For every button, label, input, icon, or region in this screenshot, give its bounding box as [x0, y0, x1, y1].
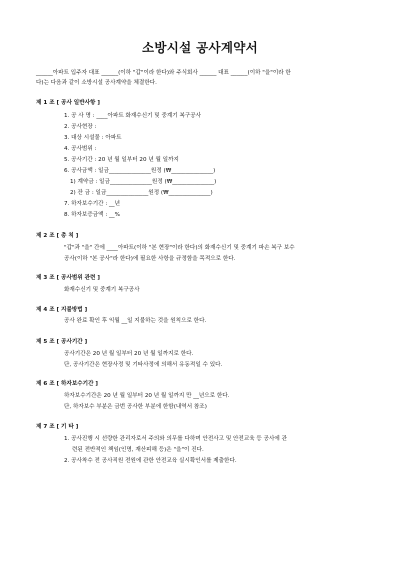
article-1-item: 5. 공사기간 : 20 년 월 일부터 20 년 월 일까지: [64, 157, 179, 163]
document-title: 소방시설 공사계약서: [141, 40, 259, 55]
intro-line: ______아파트 입주자 대표 ______(이하 "갑"이라 한다)와 주식회사 ______ 대표 ______(이하 "을"이라 한: [36, 70, 291, 76]
article-7-text: 2. 공사착수 전 공사직원 전원에 관한 안전교육 실시확인서를 제출한다.: [64, 458, 237, 464]
article-2-text: "갑"과 "을" 간에 ____아파트(이하 "본 현장"이라 한다)의 화재수신기 및 중계기 파손 복구 보수: [64, 245, 295, 251]
article-1-item: 7. 하자보수기간 : __년: [64, 201, 120, 207]
article-5-heading: 제 5 조 [ 공사기간 ]: [36, 339, 88, 345]
article-7-text: 1. 공사진행 시 선량한 관리자로서 주의와 의무를 다하며 안전사고 및 안전교육 등 공사에 관: [64, 436, 287, 442]
article-3-text: 화재수신기 및 중계기 복구공사: [64, 287, 140, 293]
intro-line: 다)는 다음과 같이 소방시설 공사계약을 체결한다.: [36, 80, 157, 86]
article-1-heading: 제 1 조 [ 공사 일반사항 ]: [36, 100, 100, 106]
article-7-heading: 제 7 조 [ 기 타 ]: [36, 424, 79, 430]
article-1-item: 8. 하자보증금액 : __%: [64, 212, 120, 218]
article-1-item: 6. 공사금액 : 일금_______________원정 (₩_______________): [64, 168, 216, 174]
article-1-item: 2. 공사현장 :: [64, 124, 97, 130]
article-4-heading: 제 4 조 [ 지불방법 ]: [36, 307, 88, 313]
article-1-subitem: 2) 잔 금 : 일금_______________원정 (₩_______________): [70, 190, 213, 196]
article-1-subitem: 1) 계약금 : 일금_______________원정 (₩_______________): [70, 179, 217, 185]
article-6-text: 단, 하자보수 부분은 금번 공사한 부분에 한함(내역서 참조): [64, 404, 207, 410]
article-2-heading: 제 2 조 [ 총 칙 ]: [36, 233, 79, 239]
article-4-text: 공사 완료 확인 후 익월 __일 지불하는 것을 원칙으로 한다.: [64, 318, 207, 324]
article-1-item: 4. 공사범위 :: [64, 146, 97, 152]
article-1-item: 1. 공 사 명 : ____아파트 화재수신기 및 중계기 복구공사: [64, 113, 202, 119]
article-7-text: 련된 전반적인 책임(인명, 재산피해 등)은 "을"이 진다.: [72, 447, 204, 453]
article-5-text: 단, 공사기간은 현장사정 및 기타사정에 의해서 유동적일 수 있다.: [64, 362, 223, 368]
article-6-text: 하자보수기간은 20 년 월 일부터 20 년 월 일까지 만 __년으로 한다.: [64, 393, 230, 399]
article-6-heading: 제 6 조 [ 하자보수기간 ]: [36, 381, 98, 387]
article-1-item: 3. 대상 시설물 : 아파트: [64, 135, 122, 141]
article-2-text: 공사(이하 "본 공사"라 한다)에 필요한 사항을 규정함을 목적으로 한다.: [64, 256, 236, 262]
article-5-text: 공사기간은 20 년 월 일부터 20 년 월 일까지로 한다.: [64, 351, 194, 357]
article-3-heading: 제 3 조 [ 공사범위 관련 ]: [36, 275, 100, 281]
